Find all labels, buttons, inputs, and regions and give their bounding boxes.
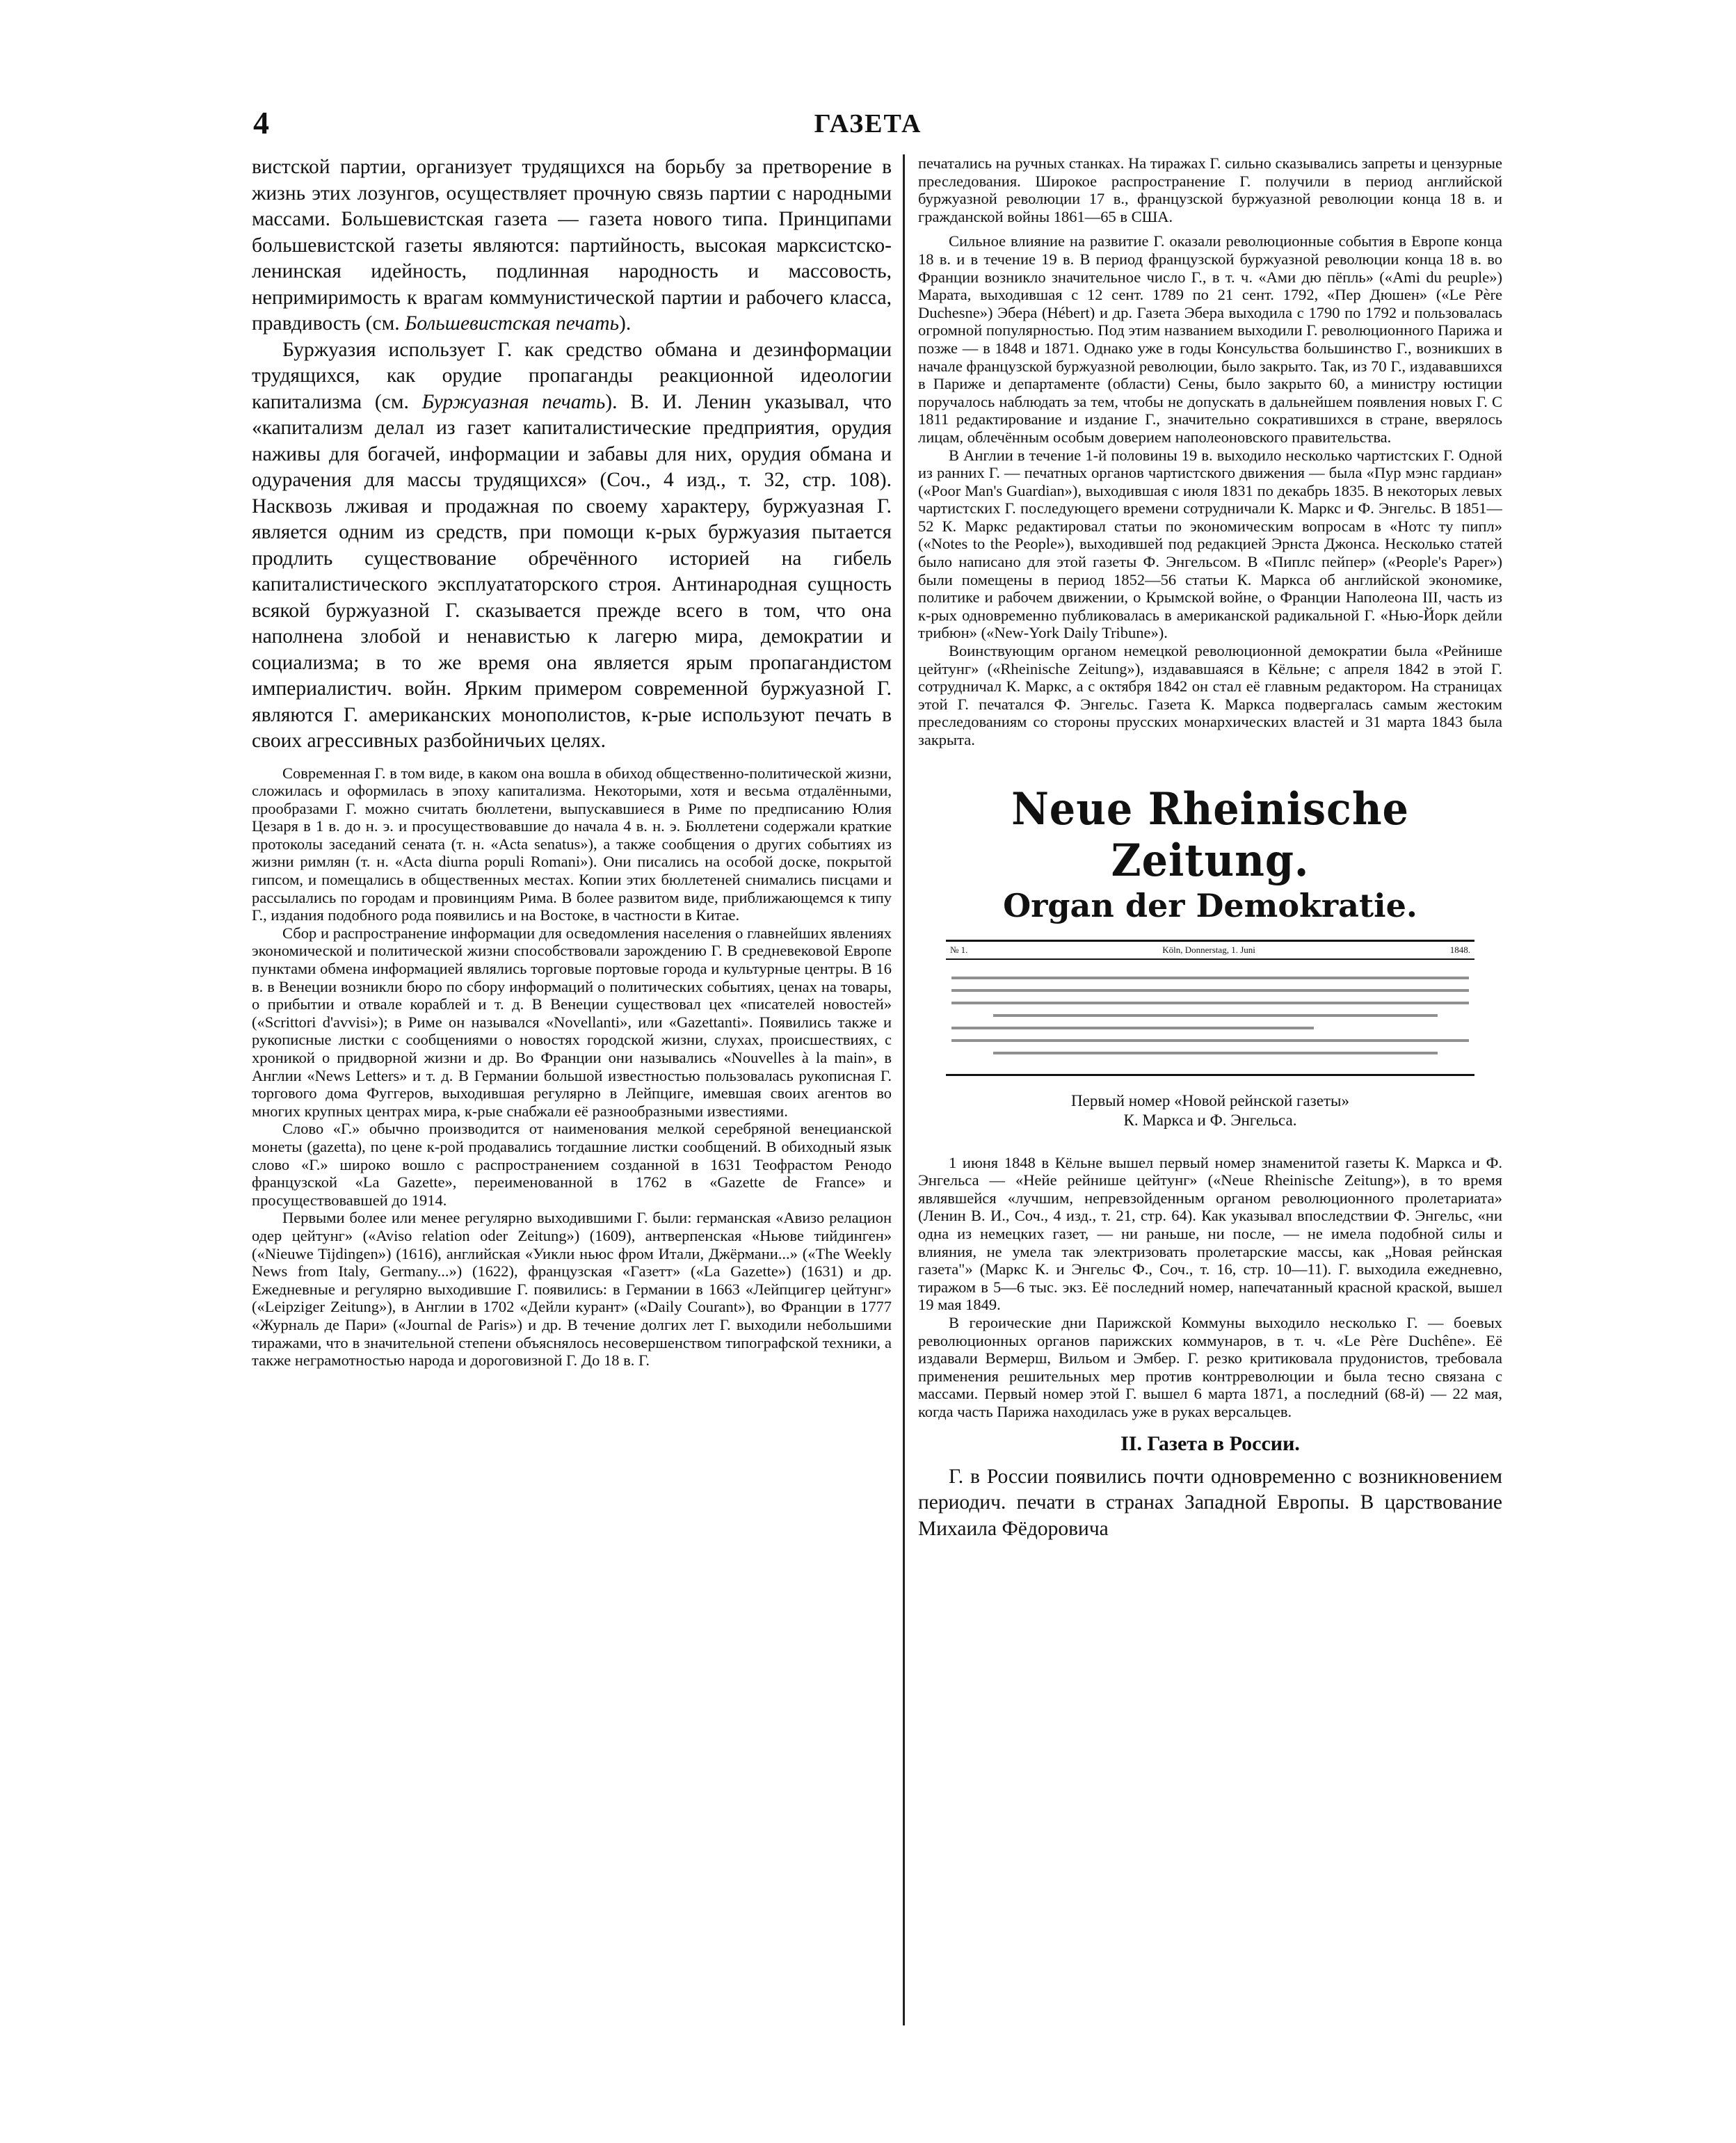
paragraph-text: вистской партии, организует трудящихся на борьбу за претворение в жизнь этих лозунгов, осуществляет прочную связь партии с народными массами. Большевистская газета — газета нового типа. Принципами большевистской газеты являются: партийность, высокая марксистско-ленинская идейность, подлинная народность и массовость, непримиримость к врагам коммунистической партии и рабочего класса, правдивость (см. [252,156,892,335]
paragraph-text: Буржуазия использует Г. как средство обмана и дезинформации трудящихся, как орудие пропаганды реакционной идеологии капитализма (см. [252,338,892,413]
paragraph: Сбор и распространение информации для осведомления населения о главнейших явлениях экономической и политической жизни способствовали зарождению Г. В средневековой Европе пунктами обмена информацией являлись торговые портовые города и культурные центры. В 16 в. в Венеции возникли бюро по сбору информаций о политических событиях, ценах на товары, о прибытии и отвале кораблей и т. д. В Венеции существовал цех «писателей новостей» («Scrittori d'avvisi»); в Риме он назывался «Novellanti», или «Gazettanti». Появились также и рукописные листки с сообщениями о новостях городской жизни, слухах, происшествиях, с хроникой о придворной жизни и др. Во Франции они назывались «Nouvelles à la main», в Англии «News Letters» и т. д. В Германии большой известностью пользовалась рукописная Г. торгового дома Фуггеров, выходившая регулярно в Лейпциге, имевшая своих агентов во многих крупных центрах мира, к-рые снабжали её разнообразными известиями. [252,924,892,1120]
masthead-subtitle: Organ der Demokratie. [1003,886,1417,924]
issue-year: 1848. [1449,944,1470,955]
paragraph: В героические дни Парижской Коммуны выходило несколько Г. — боевых революционных органов парижских коммунаров, в т. ч. «Le Père Duchêne». Её издавали Вермерш, Вильом и Эмбер. Г. резко критиковала прудонистов, требовала применения решительных мер против контрреволюции и была тесно связана с массами. Первый номер этой Г. вышел 6 марта 1871, а последний (68-й) — 22 мая, когда часть Парижа находилась уже в руках версальцев. [918,1313,1502,1420]
cross-reference: Большевистская печать [404,312,620,335]
column-divider [903,154,905,2025]
paragraph: Воинствующим органом немецкой революционной демократии была «Рейнише цейтунг» («Rheinische Zeitung»), издававшаяся в Кёльне; с апреля 1842 в этой Г. сотрудничал К. Маркс, а с октября 1842 он стал её главным редактором. На страницах этой Г. печатался Ф. Энгельс. Газета К. Маркса подвергалась самым жестоким преследованиям со стороны прусских монархических властей и 31 марта 1843 была закрыта. [918,642,1502,748]
left-column [252,154,892,2025]
paragraph: В Англии в течение 1-й половины 19 в. выходило несколько чартистских Г. Одной из ранних Г. — печатных органов чартистского движения — была «Пур мэнс гардиан» («Poor Man's Guardian»), выходившая с июля 1831 по декабрь 1835. В некоторых левых чартистских Г. последующего времени сотрудничали К. Маркс и Ф. Энгельс. В 1851—52 К. Маркс редактировал статьи по экономическим вопросам в «Нотс ту пипл» («Notes to the People»), выходившей под редакцией Эрнста Джонса. Несколько статей было написано для этой газеты Ф. Энгельсом. В «Пиплс пейпер» («People's Paper») были помещены в период 1852—56 статьи К. Маркса об английской экономике, политике и рабочем движении, о Крымской войне, о Франции Наполеона III, часть из к-рых одновременно публиковалась в американской радикальной Г. «Нью-Йорк дейли трибюн» («New-York Daily Tribune»). [918,446,1502,642]
small-print-section [918,154,1502,749]
paragraph: печатались на ручных станках. На тиражах Г. сильно сказывались запреты и цензурные преследования. Широкое распространение Г. получили в период английской буржуазной революции 17 в., французской буржуазной революции конца 18 в. и гражданской войны 1861—65 в США. [918,154,1502,225]
paragraph: 1 июня 1848 в Кёльне вышел первый номер знаменитой газеты К. Маркса и Ф. Энгельса — «Нейе рейнише цейтунг» («Neue Rheinische Zeitung»), в то время являвшейся «лучшим, непревзойденным органом революционного пролетариата» (Ленин В. И., Соч., 4 изд., т. 21, стр. 64). Как указывал впоследствии Ф. Энгельс, «ни одна из немецких газет, — ни раньше, ни после, — не имела подобной силы и влияния, не умела так электризовать пролетарские массы, как „Новая рейнская газета"» (Маркс К. и Энгельс Ф., Соч., т. 16, стр. 10—11). Г. выходила ежедневно, тиражом в 5—6 тыс. экз. Её последний номер, напечатанный красной краской, вышел 19 мая 1849. [918,1153,1502,1314]
paragraph: Сильное влияние на развитие Г. оказали революционные события в Европе конца 18 в. и в течение 19 в. В период французской буржуазной революции конца 18 в. во Франции возникло значительное число Г., в т. ч. «Ами дю пёпль» («Ami du peuple») Марата, выходившая с 12 сент. 1789 по 21 сент. 1792, «Пер Дюшен» («Le Père Duchesne») Эбера (Hébert) и др. Газета Эбера выходила с 1790 по 1792 и пользовалась огромной популярностью. Под этим названием выходили Г. революционного Парижа и позже — в 1848 и 1871. Однако уже в годы Консульства большинство Г., возникших в начале французской буржуазной революции, было закрыто. Так, из 70 Г., издававшихся в Париже и департаменте (области) Сены, было закрыто 60, а министру юстиции поручалось наблюдать за тем, чтобы не допускать в дальнейшем появления новых Г. С 1811 редактирование и издание Г., значительно сократившихся в стране, вверялось лицам, облечённым особым доверием наполеоновского правительства. [918,232,1502,446]
paragraph [252,337,892,755]
small-print-section [918,1154,1502,1421]
right-column [918,154,1502,2025]
paragraph [252,154,892,337]
masthead-issue-bar [946,940,1474,960]
issue-number: № 1. [950,944,968,955]
caption-line: Первый номер «Новой рейнской газеты» [1071,1091,1349,1109]
section-heading: II. Газета в России. [1120,1431,1300,1455]
paragraph-text: ). [619,312,632,335]
running-title: ГАЗЕТА [814,109,922,138]
paragraph: Слово «Г.» обычно производится от наименования мелкой серебряной венецианской монеты (gazetta), по цене к-рой продавались тогдашние листки сообщений. В обиходный язык слово «Г.» широко вошло с распространением созданной в 1631 Теофрастом Ренодо французской «La Gazette», переименованной в 1762 в «Gazette de France» и просуществовавшей до 1914. [252,1120,892,1209]
paragraph: Первыми более или менее регулярно выходившими Г. были: германская «Авизо релацион одер цейтунг» («Aviso relation oder Zeitung») (1609), антверпенская «Ньюве тийдинген» («Nieuwe Tijdingen») (1616), английская «Уикли ньюс фром Итали, Джёрмани...» («The Weekly News from Italy, Germany...») (1622), французская «Газетт» («La Gazette») (1631) и др. Ежедневные и регулярно выходившие Г. появились: в Германии в 1663 «Лейпцигер цейтунг» («Leipziger Zeitung»), в Англии в 1702 «Дейли курант» («Daily Courant»), во Франции в 1777 «Журналь де Пари» («Journal de Paris») и др. В течение долгих лет Г. выходили небольшими тиражами, что в значительной степени объяснялось несовершенством типографской техники, а также неграмотностью народа и дороговизной Г. До 18 в. Г. [252,1209,892,1370]
paragraph-text: ). В. И. Ленин указывал, что «капитализм делал из газет капиталистические предприятия, орудия наживы для богачей, информации и забавы для них, орудия обмана и одурачения для массы трудящихся» (Соч., 4 изд., т. 32, стр. 108). Насквозь лживая и продажная по своему характеру, буржуазная Г. является одним из средств, при помощи к-рых буржуазия пытается продлить существование обречённого историей на гибель капиталистического эксплуататорского строя. Антинародная сущность всякой буржуазной Г. сказывается прежде всего в том, что она наполнена злобой и ненавистью к лагерю мира, демократии и социализма; в то же время она является ярым пропагандистом империалистич. войн. Ярким примером современной буржуазной Г. являются Г. американских монополистов, к-рые используют печать в своих агрессивных разбойничьих целях. [252,390,892,752]
page-number: 4 [253,105,269,141]
masthead-title: Neue Rheinische Zeitung. [1011,782,1409,887]
small-print-section [252,764,892,1370]
figure-caption [918,1091,1502,1130]
newspaper-masthead-image [946,784,1474,1076]
paragraph: Современная Г. в том виде, в каком она вошла в обиход общественно-политической жизни, сложилась и оформилась в эпоху капитализма. Некоторыми, хотя и весьма отдалёнными, прообразами Г. можно считать бюллетени, выпускавшиеся в Риме по предписанию Юлия Цезаря в 1 в. до н. э. и просуществовавшие до начала 4 в. н. э. Бюллетени содержали краткие протоколы заседаний сената (т. н. «Acta senatus»), а также сообщения о других событиях из жизни римлян (т. н. «Acta diurna populi Romani»). Они писались на особой доске, покрытой гипсом, и помещались в общественных местах. Копии этих бюллетеней снимались писцами и рассылались по городам и провинциям Рима. В более развитом виде, приближающемся к типу Г., издания подобного рода появились и на Востоке, в частности в Китае. [252,764,892,924]
issue-date: Köln, Donnerstag, 1. Juni [1162,944,1255,955]
large-print-section [918,1464,1502,1543]
paragraph: Г. в России появились почти одновременно с возникновением периодич. печати в странах Западной Европы. В царствование Михаила Фёдоровича [918,1465,1502,1540]
large-print-section [252,154,892,755]
masthead-fine-print [946,960,1474,1068]
cross-reference: Буржуазная печать [421,390,606,413]
caption-line: К. Маркса и Ф. Энгельса. [1123,1111,1297,1129]
